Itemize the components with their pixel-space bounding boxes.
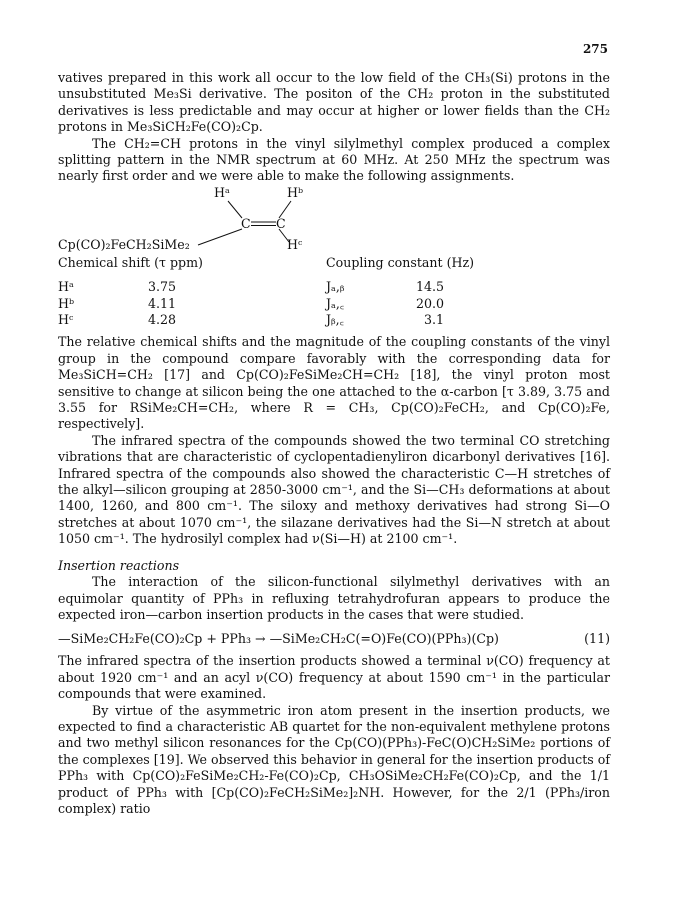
carbon-1-label: C — [241, 215, 251, 231]
paragraph-5: The interaction of the silicon-functional silylmethyl derivatives with an equimolar quantity of PPh₃ in refluxing tetrahydrofuran appears to produce the expected iron—carbon insertion products in the cases that were studied. — [58, 574, 610, 622]
coupling-label-cell: Jᵦ,꜀ — [326, 312, 344, 328]
equation-text: —SiMe₂CH₂Fe(CO)₂Cp + PPh₃ → —SiMe₂CH₂C(=O)Fe(CO)(PPh₃)(Cp) — [58, 631, 499, 647]
proton-cell: Hᵃ — [58, 279, 74, 295]
shift-cell: 4.11 — [148, 295, 177, 311]
paragraph-1: vatives prepared in this work all occur to the low field of the CH₃(Si) protons in the unsubstituted Me₃Si derivative. The positon of the CH₂ proton in the substituted derivatives is less predictable and may occur at higher or lower fields than the CH₂ protons in Me₃SiCH₂Fe(CO)₂Cp. — [58, 70, 610, 135]
equation-number: (11) — [584, 631, 610, 647]
coupling-value-cell: 14.5 — [416, 279, 445, 295]
proton-a-label: Hᵃ — [214, 184, 230, 200]
paragraph-2: The CH₂=CH protons in the vinyl silylmethyl complex produced a complex splitting pattern in the NMR spectrum at 60 MHz. At 250 MHz the spectrum was nearly first order and we were able to make the following assignments. — [58, 135, 610, 184]
coupling-value-cell: 3.1 — [424, 312, 445, 328]
coupling-value-cell: 20.0 — [416, 295, 445, 311]
vinyl-structure-diagram — [58, 184, 610, 253]
table-row — [58, 312, 610, 328]
proton-c-label: Hᶜ — [287, 236, 303, 252]
paragraph-7: By virtue of the asymmetric iron atom present in the insertion products, we expected to find a characteristic AB quartet for the non-equivalent methylene protons and two methyl silicon resonances for the Cp(CO)(PPh₃)-FeC(O)CH₂SiMe₂ portions of the complexes [19]. We observed this behavior in general for the insertion products of PPh₃ with Cp(CO)₂FeSiMe₂CH₂-Fe(CO)₂Cp, CH₃OSiMe₂CH₂Fe(CO)₂Cp, and the 1/1 product of PPh₃ with [Cp(CO)₂FeCH₂SiMe₂]₂NH. However, for the 2/1 (PPh₃/iron complex) ratio — [58, 702, 610, 816]
paragraph-3: The relative chemical shifts and the magnitude of the coupling constants of the vinyl group in the compound compare favorably with the corresponding data for Me₃SiCH=CH₂ [17] and Cp(CO)₂FeSiMe₂CH=CH₂ [18], the vinyl proton most sensitive to change at silicon being the one attached to the α-carbon [τ 3.89, 3.75 and 3.55 for RSiMe₂CH=CH₂, where R = CH₃, Cp(CO)₂FeCH₂, and Cp(CO)₂Fe, respectively]. — [58, 334, 610, 432]
proton-cell: Hᶜ — [58, 312, 74, 328]
proton-cell: Hᵇ — [58, 295, 75, 311]
carbon-2-label: C — [276, 215, 286, 231]
proton-b-label: Hᵇ — [287, 184, 304, 200]
coupling-column-header: Coupling constant (Hz) — [326, 254, 475, 270]
paragraph-4: The infrared spectra of the compounds showed the two terminal CO stretching vibrations that are characteristic of cyclopentadienyliron dicarbonyl derivatives [16]. Infrared spectra of the compounds also showed the characteristic C—H stretches of the alkyl—silicon grouping at 2850-3000 cm⁻¹, and the Si—CH₃ deformations at about 1400, 1260, and 800 cm⁻¹. The siloxy and methoxy derivatives had strong Si—O stretches at about 1070 cm⁻¹, the silazane derivatives had the Si—N stretch at about 1050 cm⁻¹. The hydrosilyl complex had ν(Si—H) at 2100 cm⁻¹. — [58, 432, 610, 547]
table-header-row — [58, 255, 610, 271]
paragraph-6: The infrared spectra of the insertion products showed a terminal ν(CO) frequency at about 1920 cm⁻¹ and an acyl ν(CO) frequency at about 1590 cm⁻¹ in the particular compounds that were examined. — [58, 653, 610, 702]
page-body — [58, 70, 610, 817]
shift-column-header: Chemical shift (τ ppm) — [58, 254, 203, 270]
table-row — [58, 296, 610, 312]
nmr-assignment-table — [58, 255, 610, 329]
coupling-label-cell: Jₐ,꜀ — [326, 295, 345, 311]
equation-11 — [58, 627, 610, 651]
page-number: 275 — [582, 42, 608, 56]
shift-cell: 4.28 — [148, 312, 177, 328]
shift-cell: 3.75 — [148, 279, 177, 295]
coupling-label-cell: Jₐ,ᵦ — [326, 279, 345, 295]
table-row — [58, 279, 610, 295]
substituent-label: Cp(CO)₂FeCH₂SiMe₂ — [58, 236, 190, 252]
section-title: Insertion reactions — [58, 557, 180, 573]
